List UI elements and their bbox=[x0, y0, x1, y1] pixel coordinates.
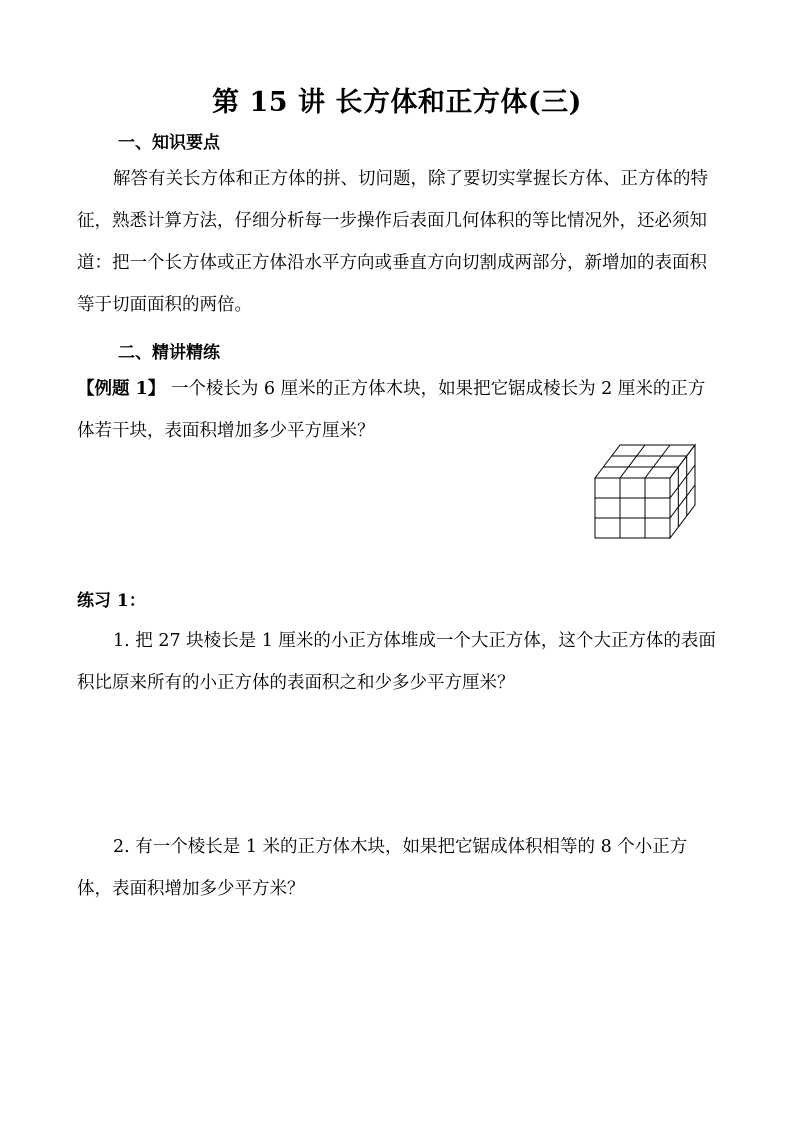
exercise-1-question-2 bbox=[77, 826, 717, 910]
exercise-1-question-1 bbox=[77, 620, 717, 704]
knowledge-heading: 一、知识要点 bbox=[118, 133, 220, 153]
practice-heading: 二、精讲精练 bbox=[118, 343, 220, 363]
knowledge-paragraph bbox=[77, 158, 717, 326]
question-1-text: 1. 把 27 块棱长是 1 厘米的小正方体堆成一个大正方体，这个大正方体的表面积比原来所有的小正方体的表面积之和少多少平方厘米？ bbox=[77, 631, 716, 693]
page-title: 第 15 讲 长方体和正方体(三) bbox=[212, 87, 582, 118]
example-1-text: 一个棱长为 6 厘米的正方体木块，如果把它锯成棱长为 2 厘米的正方体若干块，表面积增加多少平方厘米？ bbox=[77, 379, 706, 441]
knowledge-text: 解答有关长方体和正方体的拼、切问题，除了要切实掌握长方体、正方体的特征，熟悉计算方法，仔细分析每一步操作后表面几何体积的等比情况外，还必须知道：把一个长方体或正方体沿水平方向或垂直方向切割成两部分，新增加的表面积等于切面面积的两倍。 bbox=[77, 169, 708, 315]
example-1-label: 【例题 1】 bbox=[77, 379, 166, 399]
cube-grid-3x3-icon bbox=[590, 440, 700, 542]
exercise-1-heading: 练习 1： bbox=[77, 591, 146, 611]
question-2-text: 2. 有一个棱长是 1 米的正方体木块，如果把它锯成体积相等的 8 个小正方体，表面积增加多少平方米？ bbox=[77, 837, 688, 899]
